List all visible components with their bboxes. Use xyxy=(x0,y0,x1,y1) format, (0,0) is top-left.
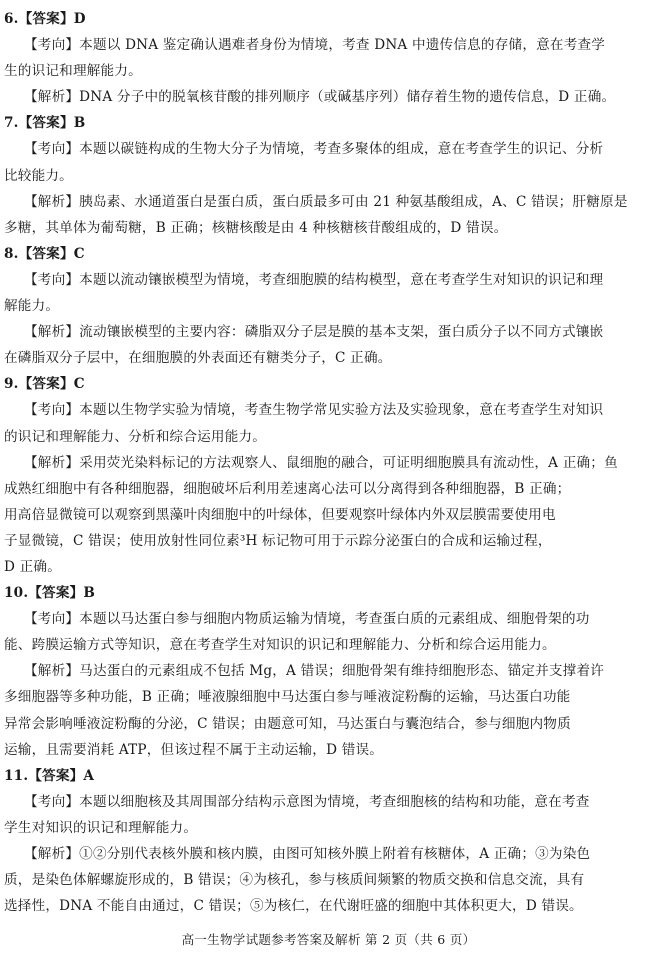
question-block xyxy=(0,6,657,110)
question-number: 8. xyxy=(4,245,19,262)
answer-line xyxy=(0,241,657,267)
question-number: 7. xyxy=(4,115,19,132)
question-block xyxy=(0,371,657,580)
paragraph-line: 的识记和理解能力、分析和综合运用能力。 xyxy=(4,428,267,445)
answer-line xyxy=(0,6,657,32)
paragraph-line: 运输，且需要消耗 ATP，但该过程不属于主动运输，D 错误。 xyxy=(4,741,384,758)
question-block xyxy=(0,241,657,371)
paragraph-line: 多糖，其单体为葡萄糖，B 正确；核糖核酸是由 4 种核糖核苷酸组成的，D 错误。 xyxy=(4,219,508,236)
paragraph-line: 异常会影响唾液淀粉酶的分泌，C 错误；由题意可知，马达蛋白与囊泡结合，参与细胞内物质 xyxy=(4,715,571,732)
answer-label: 【答案】B xyxy=(28,585,96,602)
answer-label: 【答案】C xyxy=(18,376,85,393)
answer-line xyxy=(0,110,657,136)
paragraph-first-line: 【解析】①②分别代表核外膜和核内膜，由图可知核外膜上附着有核糖体，A 正确；③为染色 xyxy=(24,846,591,862)
paragraph-first-line: 【解析】胰岛素、水通道蛋白是蛋白质，蛋白质最多可由 21 种氨基酸组成，A、C 错误；肝糖原是 xyxy=(24,193,628,210)
paragraph-line: 成熟红细胞中有各种细胞器，细胞破坏后利用差速离心法可以分离得到各种细胞器，B 正确； xyxy=(4,480,571,497)
answer-line xyxy=(0,371,657,397)
paragraph-line: 生的识记和理解能力。 xyxy=(4,63,142,80)
paragraph-first-line: 【考向】本题以 DNA 鉴定确认遇难者身份为情境，考查 DNA 中遗传信息的存储，意在考查学 xyxy=(24,37,606,54)
paragraph-first-line: 【考向】本题以细胞核及其周围部分结构示意图为情境，考查细胞核的结构和功能，意在考查 xyxy=(24,793,590,810)
paragraph-line: 子显微镜，C 错误；使用放射性同位素³H 标记物可用于示踪分泌蛋白的合成和运输过程， xyxy=(4,532,552,549)
paragraph-line: 用高倍显微镜可以观察到黑藻叶肉细胞中的叶绿体，但要观察叶绿体内外双层膜需要使用电 xyxy=(4,506,556,523)
answer-label: 【答案】C xyxy=(18,245,85,262)
question-block xyxy=(0,763,657,920)
paragraph-first-line: 【考向】本题以碳链构成的生物大分子为情境，考查多聚体的组成，意在考查学生的识记、分析 xyxy=(24,141,604,158)
answer-label: 【答案】D xyxy=(18,11,86,27)
paragraph-first-line: 【解析】流动镶嵌模型的主要内容：磷脂双分子层是膜的基本支架，蛋白质分子以不同方式镶嵌 xyxy=(24,324,604,341)
paragraph-first-line: 【解析】采用荧光染料标记的方法观察人、鼠细胞的融合，可证明细胞膜具有流动性，A 正确；鱼 xyxy=(24,454,618,471)
question-number: 10. xyxy=(4,585,29,602)
paragraph-line: 选择性，DNA 不能自由通过，C 错误；⑤为核仁，在代谢旺盛的细胞中其体积更大，D 错误。 xyxy=(4,898,583,915)
paragraph-line: 在磷脂双分子层中，在细胞膜的外表面还有糖类分子，C 正确。 xyxy=(4,350,392,367)
paragraph-first-line: 【解析】马达蛋白的元素组成不包括 Mg，A 错误；细胞骨架有维持细胞形态、锚定并支撑着许 xyxy=(24,663,605,680)
paragraph-line: 能、跨膜运输方式等知识，意在考查学生对知识的识记和理解能力、分析和综合运用能力。 xyxy=(4,637,556,654)
paragraph-line: 多细胞器等多种功能，B 正确；唾液腺细胞中马达蛋白参与唾液淀粉酶的运输，马达蛋白功能 xyxy=(4,689,571,706)
paragraph-first-line: 【考向】本题以马达蛋白参与细胞内物质运输为情境，考查蛋白质的元素组成、细胞骨架的功 xyxy=(24,611,590,628)
paragraph-first-line: 【考向】本题以流动镶嵌模型为情境，考查细胞膜的结构模型，意在考查学生对知识的识记和理 xyxy=(24,271,604,288)
question-block xyxy=(0,580,657,763)
paragraph-line: 解能力。 xyxy=(4,298,60,315)
answer-line xyxy=(0,763,657,789)
answer-label: 【答案】A xyxy=(28,767,95,784)
question-block xyxy=(0,110,657,240)
paragraph-line: 质，是染色体解螺旋形成的，B 错误；④为核孔，参与核质间频繁的物质交换和信息交流，具有 xyxy=(4,872,585,889)
paragraph-first-line: 【解析】DNA 分子中的脱氧核苷酸的排列顺序（或碱基序列）储存着生物的遗传信息，D 正确。 xyxy=(24,89,616,106)
answer-label: 【答案】B xyxy=(18,115,86,132)
paragraph-line: 比较能力。 xyxy=(4,167,73,184)
paragraph-first-line: 【考向】本题以生物学实验为情境，考查生物学常见实验方法及实验现象，意在考查学生对知识 xyxy=(24,402,604,419)
question-number: 6. xyxy=(4,11,19,27)
paragraph-line: D 正确。 xyxy=(4,558,62,575)
question-number: 11. xyxy=(4,767,29,784)
question-number: 9. xyxy=(4,376,19,393)
document-body xyxy=(0,6,657,919)
answer-line xyxy=(0,580,657,606)
page-footer: 高一生物学试题参考答案及解析 第 2 页（共 6 页） xyxy=(181,932,476,947)
paragraph-line: 学生对知识的识记和理解能力。 xyxy=(4,819,198,836)
